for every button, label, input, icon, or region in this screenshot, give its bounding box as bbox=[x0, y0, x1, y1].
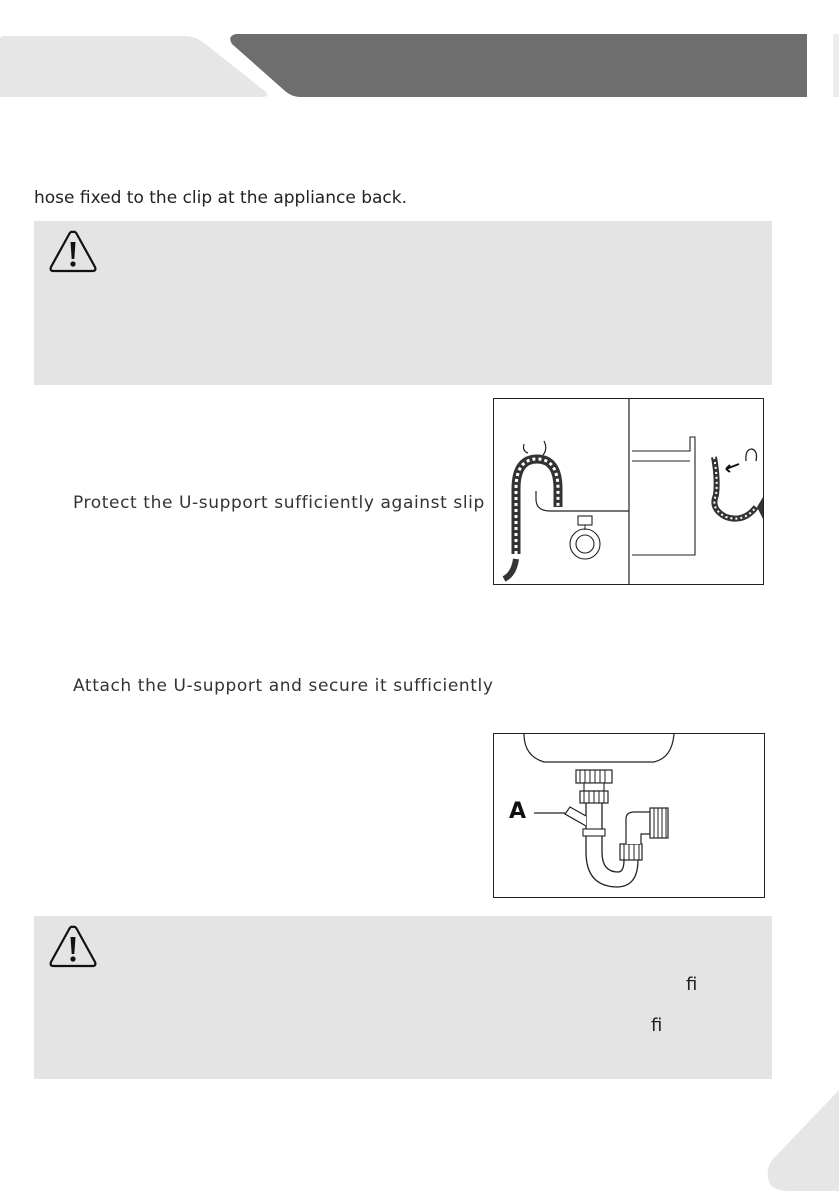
header-main-tab bbox=[230, 34, 807, 97]
drain-hose-u-support-drawing bbox=[494, 399, 763, 584]
header-left-tab bbox=[0, 36, 267, 97]
intro-text: hose fixed to the clip at the appliance back. bbox=[34, 188, 407, 208]
warning-triangle-icon bbox=[48, 229, 98, 275]
sink-siphon-drawing bbox=[494, 734, 764, 897]
figure-sink-siphon bbox=[493, 733, 765, 898]
ligature-glyph-b: fi bbox=[651, 1015, 663, 1036]
header-edge-tab bbox=[833, 34, 839, 97]
header-tabs bbox=[0, 0, 839, 110]
warning-box-2 bbox=[34, 916, 772, 1079]
attach-text: Attach the U-support and secure it sufficiently bbox=[73, 676, 494, 696]
figure-label-a: A bbox=[509, 799, 527, 824]
ligature-glyph-a: fi bbox=[686, 974, 698, 995]
figure-hose-u-support bbox=[493, 398, 764, 585]
corner-page-tab bbox=[760, 1090, 839, 1191]
warning-triangle-icon bbox=[48, 924, 98, 970]
protect-text: Protect the U-support sufficiently against slip bbox=[73, 493, 485, 513]
warning-box-1 bbox=[34, 221, 772, 385]
